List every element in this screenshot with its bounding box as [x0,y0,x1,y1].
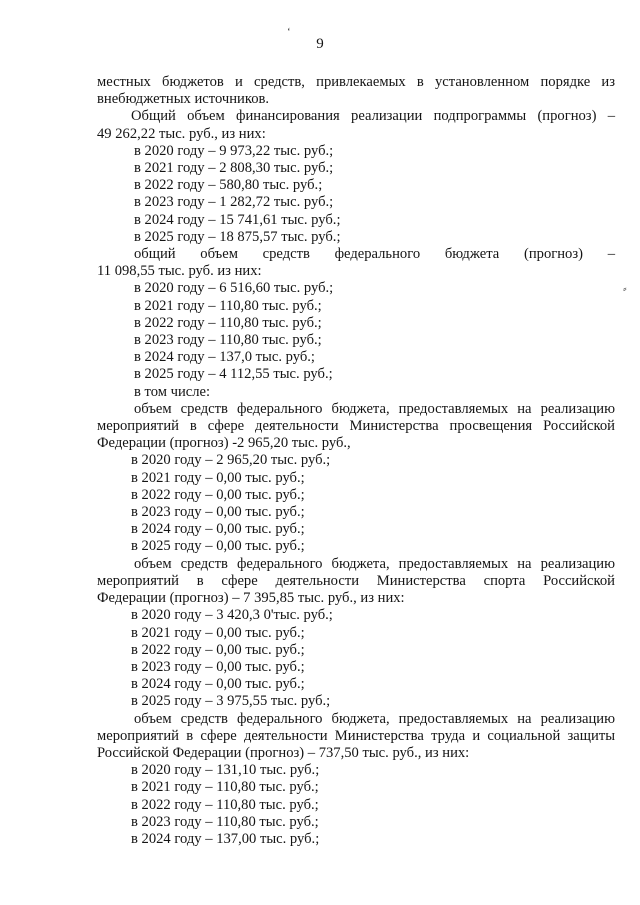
text-line: в 2023 году – 0,00 тыс. руб.; [131,504,305,521]
text-line: в 2025 году – 4 112,55 тыс. руб.; [134,366,333,383]
document-body [97,74,615,848]
text-line: общий объем средств федерального бюджета (прогноз) – [134,246,615,263]
text-line: объем средств федерального бюджета, предоставляемых на реализацию [134,710,615,727]
text-line: в 2022 году – 110,80 тыс. руб.; [131,796,319,813]
text-line: в 2022 году – 0,00 тыс. руб.; [131,486,305,503]
text-line: 49 262,22 тыс. руб., из них: [97,125,266,142]
page-number: 9 [316,36,324,52]
text-line: 11 098,55 тыс. руб. из них: [97,263,262,280]
text-line: внебюджетных источников. [97,91,270,108]
scan-mark-top: ‘ [287,26,291,38]
text-line: в 2024 году – 137,0 тыс. руб.; [134,349,315,366]
text-line: объем средств федерального бюджета, предоставляемых на реализацию [134,555,615,572]
text-line: в 2023 году – 1 282,72 тыс. руб.; [134,194,334,211]
text-line: в том числе: [134,383,211,400]
scan-mark-right: ⸗ [623,283,627,295]
text-line: мероприятий в сфере деятельности Министерства труда и социальной защиты [97,727,615,744]
text-line: в 2024 году – 15 741,61 тыс. руб.; [134,211,341,228]
text-line: в 2020 году – 131,10 тыс. руб.; [131,762,320,779]
text-line: в 2020 году – 6 516,60 тыс. руб.; [134,280,334,297]
text-line: Общий объем финансирования реализации подпрограммы (прогноз) – [131,108,615,125]
text-line: Федерации (прогноз) -2 965,20 тыс. руб., [97,435,351,452]
text-line: в 2024 году – 137,00 тыс. руб.; [131,830,320,847]
text-line: в 2024 году – 0,00 тыс. руб.; [131,521,305,538]
text-line: в 2021 году – 110,80 тыс. руб.; [134,297,322,314]
text-line: в 2022 году – 580,80 тыс. руб.; [134,177,323,194]
text-line: в 2025 году – 3 975,55 тыс. руб.; [131,693,331,710]
text-line: в 2024 году – 0,00 тыс. руб.; [131,676,305,693]
text-line: объем средств федерального бюджета, предоставляемых на реализацию [134,400,615,417]
text-line: в 2021 году – 110,80 тыс. руб.; [131,779,319,796]
text-line: в 2021 году – 0,00 тыс. руб.; [131,469,305,486]
text-line: Федерации (прогноз) – 7 395,85 тыс. руб., из них: [97,590,405,607]
text-line: в 2020 году – 2 965,20 тыс. руб.; [131,452,331,469]
text-line: в 2025 году – 18 875,57 тыс. руб.; [134,228,341,245]
text-line: в 2023 году – 110,80 тыс. руб.; [134,332,322,349]
text-line: местных бюджетов и средств, привлекаемых в установленном порядке из [97,74,615,90]
text-line: мероприятий в сфере деятельности Министерства спорта Российской [97,572,615,589]
text-line: в 2021 году – 2 808,30 тыс. руб.; [134,160,334,177]
text-line: Российской Федерации (прогноз) – 737,50 тыс. руб., из них: [97,744,470,761]
text-line: в 2025 году – 0,00 тыс. руб.; [131,538,305,555]
text-line: мероприятий в сфере деятельности Министерства просвещения Российской [97,418,615,435]
text-line: в 2022 году – 0,00 тыс. руб.; [131,641,305,658]
text-line: в 2023 году – 110,80 тыс. руб.; [131,813,319,830]
text-line: в 2022 году – 110,80 тыс. руб.; [134,314,322,331]
text-line: в 2023 году – 0,00 тыс. руб.; [131,658,305,675]
text-line: в 2020 году – 9 973,22 тыс. руб.; [134,142,334,159]
text-line: в 2020 году – 3 420,3 0'тыс. руб.; [131,607,333,624]
text-line: в 2021 году – 0,00 тыс. руб.; [131,624,305,641]
